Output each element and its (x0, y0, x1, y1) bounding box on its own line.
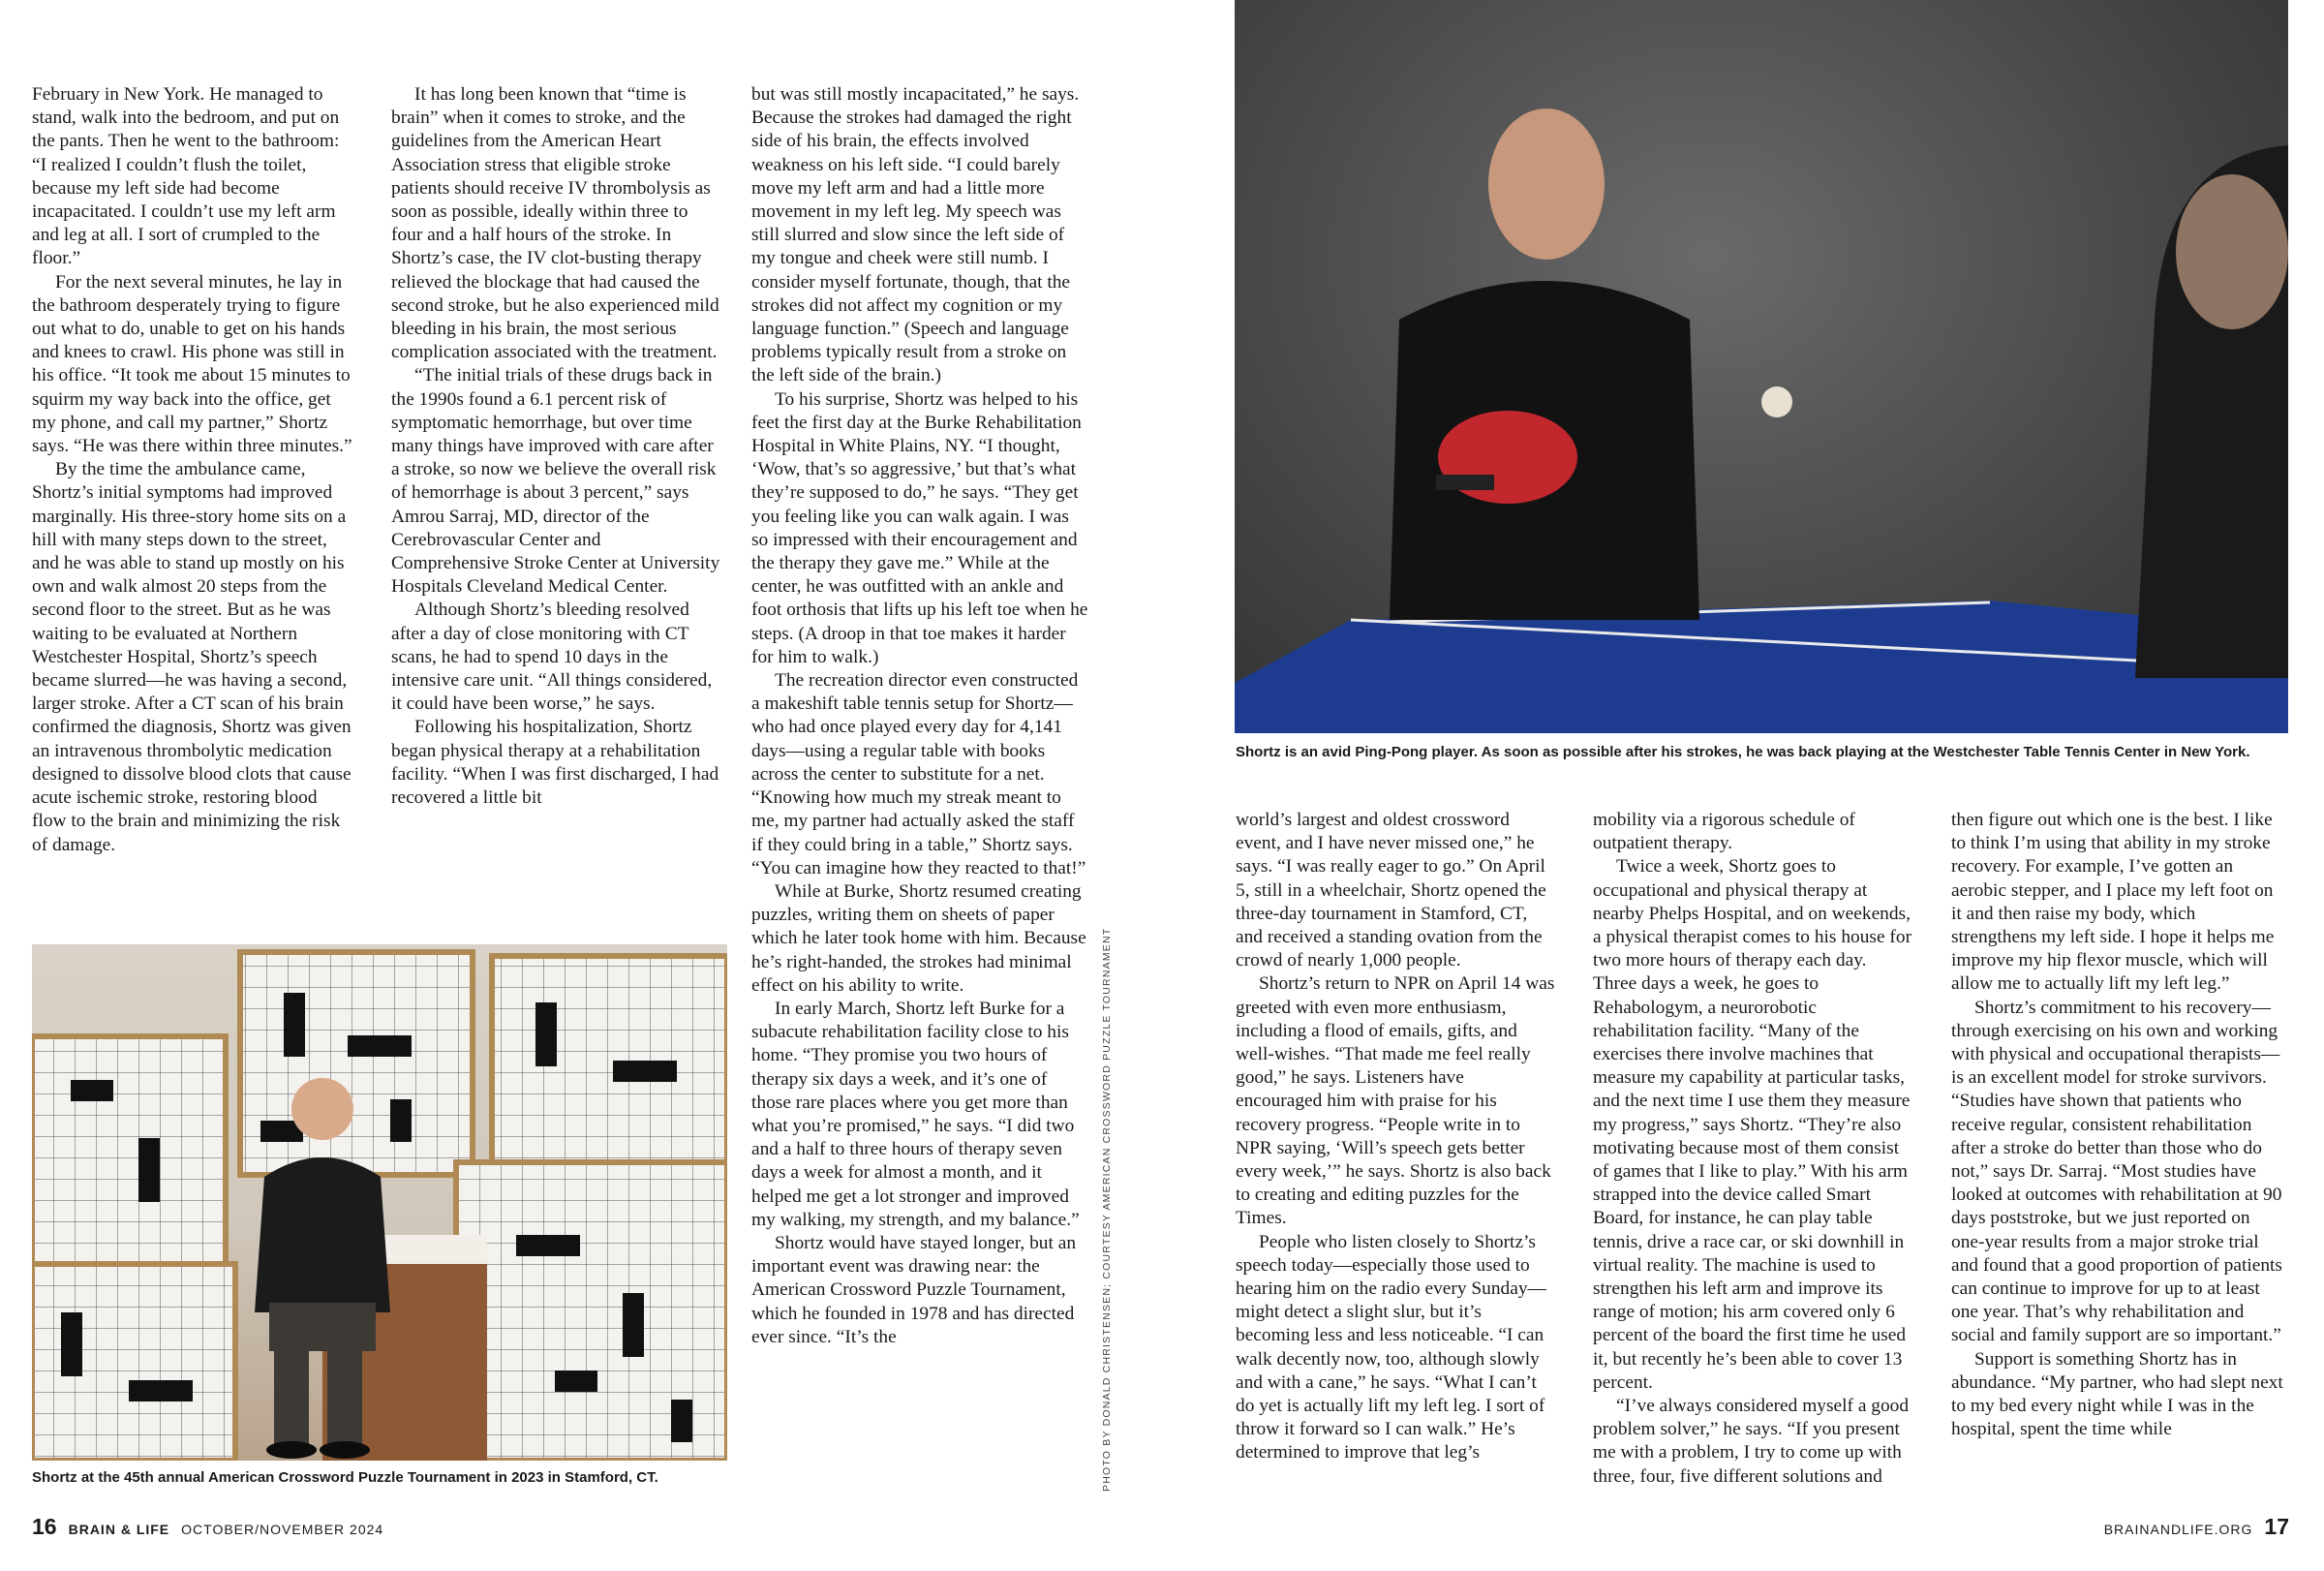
article-column-1 (32, 83, 353, 857)
page-number: 17 (2264, 1514, 2289, 1539)
paragraph: Shortz’s return to NPR on April 14 was greeted with even more enthusiasm, including a flood of emails, gifts, and well-wishes. “That made me feel really good,” he says. Listeners have encouraged him with praise for his recovery progress. “People write in to NPR saying, ‘Will’s speech gets better every week,’” he says. Shortz is also back to creating and editing puzzles for the Times. (1236, 973, 1555, 1229)
photo-caption: Shortz is an avid Ping-Pong player. As soon as possible after his strokes, he was back playing at the Westchester Table Tennis Center in New York. (1236, 744, 2250, 760)
paragraph: “The initial trials of these drugs back in the 1990s found a 6.1 percent risk of symptomatic hemorrhage, but over time many things have improved with care after a stroke, so now we believe the overall risk of hemorrhage is about 3 percent,” says Amrou Sarraj, MD, director of the Cerebrovascular Center and Comprehensive Stroke Center at University Hospitals Cleveland Medical Center. (391, 365, 720, 598)
paragraph: Support is something Shortz has in abundance. “My partner, who had slept next to my bed every night while I was in the hospital, spent the time while (1951, 1348, 2283, 1440)
magazine-name: BRAIN & LIFE (68, 1522, 170, 1537)
website: BRAINANDLIFE.ORG (2103, 1522, 2253, 1537)
paragraph: People who listen closely to Shortz’s speech today—especially those used to hearing him on the radio every Sunday—might detect a slight slur, but it’s becoming less and less noticeable. “I can walk decently now, too, although slowly and with a cane,” he says. “What I can’t do yet is actually lift my left leg. I sort of throw it forward so I can walk.” He’s determined to improve that leg’s (1236, 1231, 1546, 1463)
paragraph: “I’ve always considered myself a good problem solver,” he says. “If you present me with a problem, I try to come up with three, four, five different solutions and (1593, 1396, 1910, 1487)
paragraph: then figure out which one is the best. I like to think I’m using that ability in my stroke recovery. For example, I’ve gotten an aerobic stepper, and I place my left foot on it and then raise my body, which strengthens my left side. I hope it helps me improve my hip flexor muscle, which will allow me to actually lift my left leg.” (1951, 810, 2275, 995)
photo-caption: Shortz at the 45th annual American Crossword Puzzle Tournament in 2023 in Stamford, CT. (32, 1469, 658, 1486)
paragraph: To his surprise, Shortz was helped to his feet the first day at the Burke Rehabilitation Hospital in White Plains, NY. “I thought, ‘Wow, that’s so aggressive,’ but that’s what they’re supposed to do,” he says. “They get you feeling like you can walk again. I was so impressed with their encouragement and the therapy they gave me.” While at the center, he was outfitted with an ankle and foot orthosis that lifts up his left toe when he steps. (A droop in that toe makes it harder for him to walk.) (751, 388, 1088, 667)
article-column-6 (1951, 809, 2285, 1441)
ping-pong-photo (1235, 0, 2288, 733)
paragraph: world’s largest and oldest crossword event, and I have never missed one,” he says. “I was really eager to go.” On April 5, still in a wheelchair, Shortz opened the three-day tournament in Stamford, CT, and received a standing ovation from the crowd of nearly 1,000 people. (1236, 810, 1546, 971)
article-column-3 (751, 83, 1088, 1349)
page-number: 16 (32, 1514, 57, 1539)
crossword-boards-illustration (32, 944, 727, 1461)
folio (2104, 1514, 2289, 1540)
person-head (291, 1078, 353, 1140)
player-head (1488, 108, 1605, 260)
paragraph: The recreation director even constructed a makeshift table tennis setup for Shortz—who had once played every day for 4,141 days—using a regular table with books across the center to substitute for a net. “Knowing how much my streak meant to me, my partner had actually asked the staff if they could bring in a table,” Shortz says. “You can imagine how they reacted to that!” (751, 670, 1086, 878)
paragraph: It has long been known that “time is brain” when it comes to stroke, and the guidelines from the American Heart Association stress that eligible stroke patients should receive IV thrombolysis as soon as possible, ideally within three to four and a half hours of the stroke. In Shortz’s case, the IV clot-busting therapy relieved the blockage that had caused the second stroke, but he also experienced mild bleeding in his brain, the most serious complication associated with the treatment. (391, 84, 719, 363)
right-page (1162, 0, 2324, 1571)
folio (32, 1514, 383, 1540)
paragraph: Although Shortz’s bleeding resolved after a day of close monitoring with CT scans, he had to spend 10 days in the intensive care unit. “All things considered, it could have been worse,” he says. (391, 600, 713, 715)
ping-pong-illustration (1235, 0, 2288, 733)
ball (1761, 386, 1792, 417)
issue-date: OCTOBER/NOVEMBER 2024 (181, 1522, 384, 1537)
paragraph: For the next several minutes, he lay in the bathroom desperately trying to figure out what to do, unable to get on his hands and knees to crawl. His phone was still in his office. “It took me about 15 minutes to squirm my way back into the office, get my phone, and call my partner,” Shortz says. “He was there within three minutes.” (32, 271, 352, 457)
paragraph: By the time the ambulance came, Shortz’s initial symptoms had improved marginally. His three-story home sits on a hill with many steps down to the street, and he was able to stand up mostly on his own and walk almost 20 steps from the second floor to the street. But as he was waiting to be evaluated at Northern Westchester Hospital, Shortz’s speech became slurred—he was having a second, larger stroke. After a CT scan of his brain confirmed the diagnosis, Shortz was given an intravenous thrombolytic medication designed to dissolve blood clots that cause acute ischemic stroke, restoring blood flow to the brain and minimizing the risk of damage. (32, 459, 352, 855)
paragraph: mobility via a rigorous schedule of outpatient therapy. (1593, 810, 1855, 854)
photo-credit: PHOTO BY DONALD CHRISTENSEN; COURTESY AMERICAN CROSSWORD PUZZLE TOURNAMENT (1101, 927, 1113, 1492)
paragraph: Following his hospitalization, Shortz began physical therapy at a rehabilitation facility. “When I was first discharged, I had recovered a little bit (391, 717, 719, 809)
paragraph: but was still mostly incapacitated,” he says. Because the strokes had damaged the right side of his brain, the effects involved weakness on his left side. “I could barely move my left arm and had a little more movement in my left leg. My speech was still slurred and slow since the left side of my tongue and cheek were still numb. I consider myself fortunate, though, that the strokes did not affect my cognition or my language function.” (Speech and language problems typically result from a stroke on the left side of the brain.) (751, 84, 1080, 386)
paragraph: Twice a week, Shortz goes to occupational and physical therapy at nearby Phelps Hospital, and on weekends, a physical therapist comes to his house for two more hours of therapy each day. Three days a week, he goes to Rehabologym, a neurorobotic rehabilitation facility. “Many of the exercises there involve machines that measure my capability at particular tasks, and the next time I use them they measure my progress,” says Shortz. “They’re also motivating because most of them consist of games that I like to play.” With his arm strapped into the device called Smart Board, for instance, he can play table tennis, drive a race car, or ski downhill in virtual reality. The machine is used to strengthen his left arm and improve its range of motion; his arm covered only 6 percent of the board the first time he used it, but recently he’s been able to cover 13 percent. (1593, 856, 1912, 1393)
paragraph: Shortz’s commitment to his recovery—through exercising on his own and working with physical and occupational therapists—is an excellent model for stroke survivors. “Studies have shown that patients who receive regular, consistent rehabilitation after a stroke do better than those who do not,” says Dr. Sarraj. “Most studies have looked at outcomes with rehabilitation at 90 days poststroke, but we just reported on one-year results from a major stroke trial and found that a good proportion of patients can continue to improve for up to at least one year. That’s why rehabilitation and social and family support are so important.” (1951, 997, 2282, 1346)
paragraph: Shortz would have stayed longer, but an important event was drawing near: the American Crossword Puzzle Tournament, which he founded in 1978 and has directed ever since. “It’s the (751, 1232, 1077, 1347)
article-column-2 (391, 83, 720, 810)
paragraph: February in New York. He managed to stand, walk into the bedroom, and put on the pants. Then he went to the bathroom: “I realized I couldn’t flush the toilet, because my left side had become incapacitated. I couldn’t use my left arm and leg at all. I sort of crumpled to the floor.” (32, 84, 340, 269)
paragraph: While at Burke, Shortz resumed creating puzzles, writing them on sheets of paper which he later took home with him. Because he’s right-handed, the strokes had minimal effect on his ability to write. (751, 880, 1086, 996)
crossword-tournament-photo (32, 944, 727, 1461)
article-column-4 (1236, 809, 1555, 1465)
paragraph: In early March, Shortz left Burke for a subacute rehabilitation facility close to his home. “They promise you two hours of therapy six days a week, and it’s one of those rare places where you get more than what you’re promised,” he says. “I did two and a half to three hours of therapy seven days a week for almost a month, and it helped me get a lot stronger and improved my walking, my strength, and my balance.” (751, 998, 1080, 1230)
article-column-5 (1593, 809, 1912, 1489)
